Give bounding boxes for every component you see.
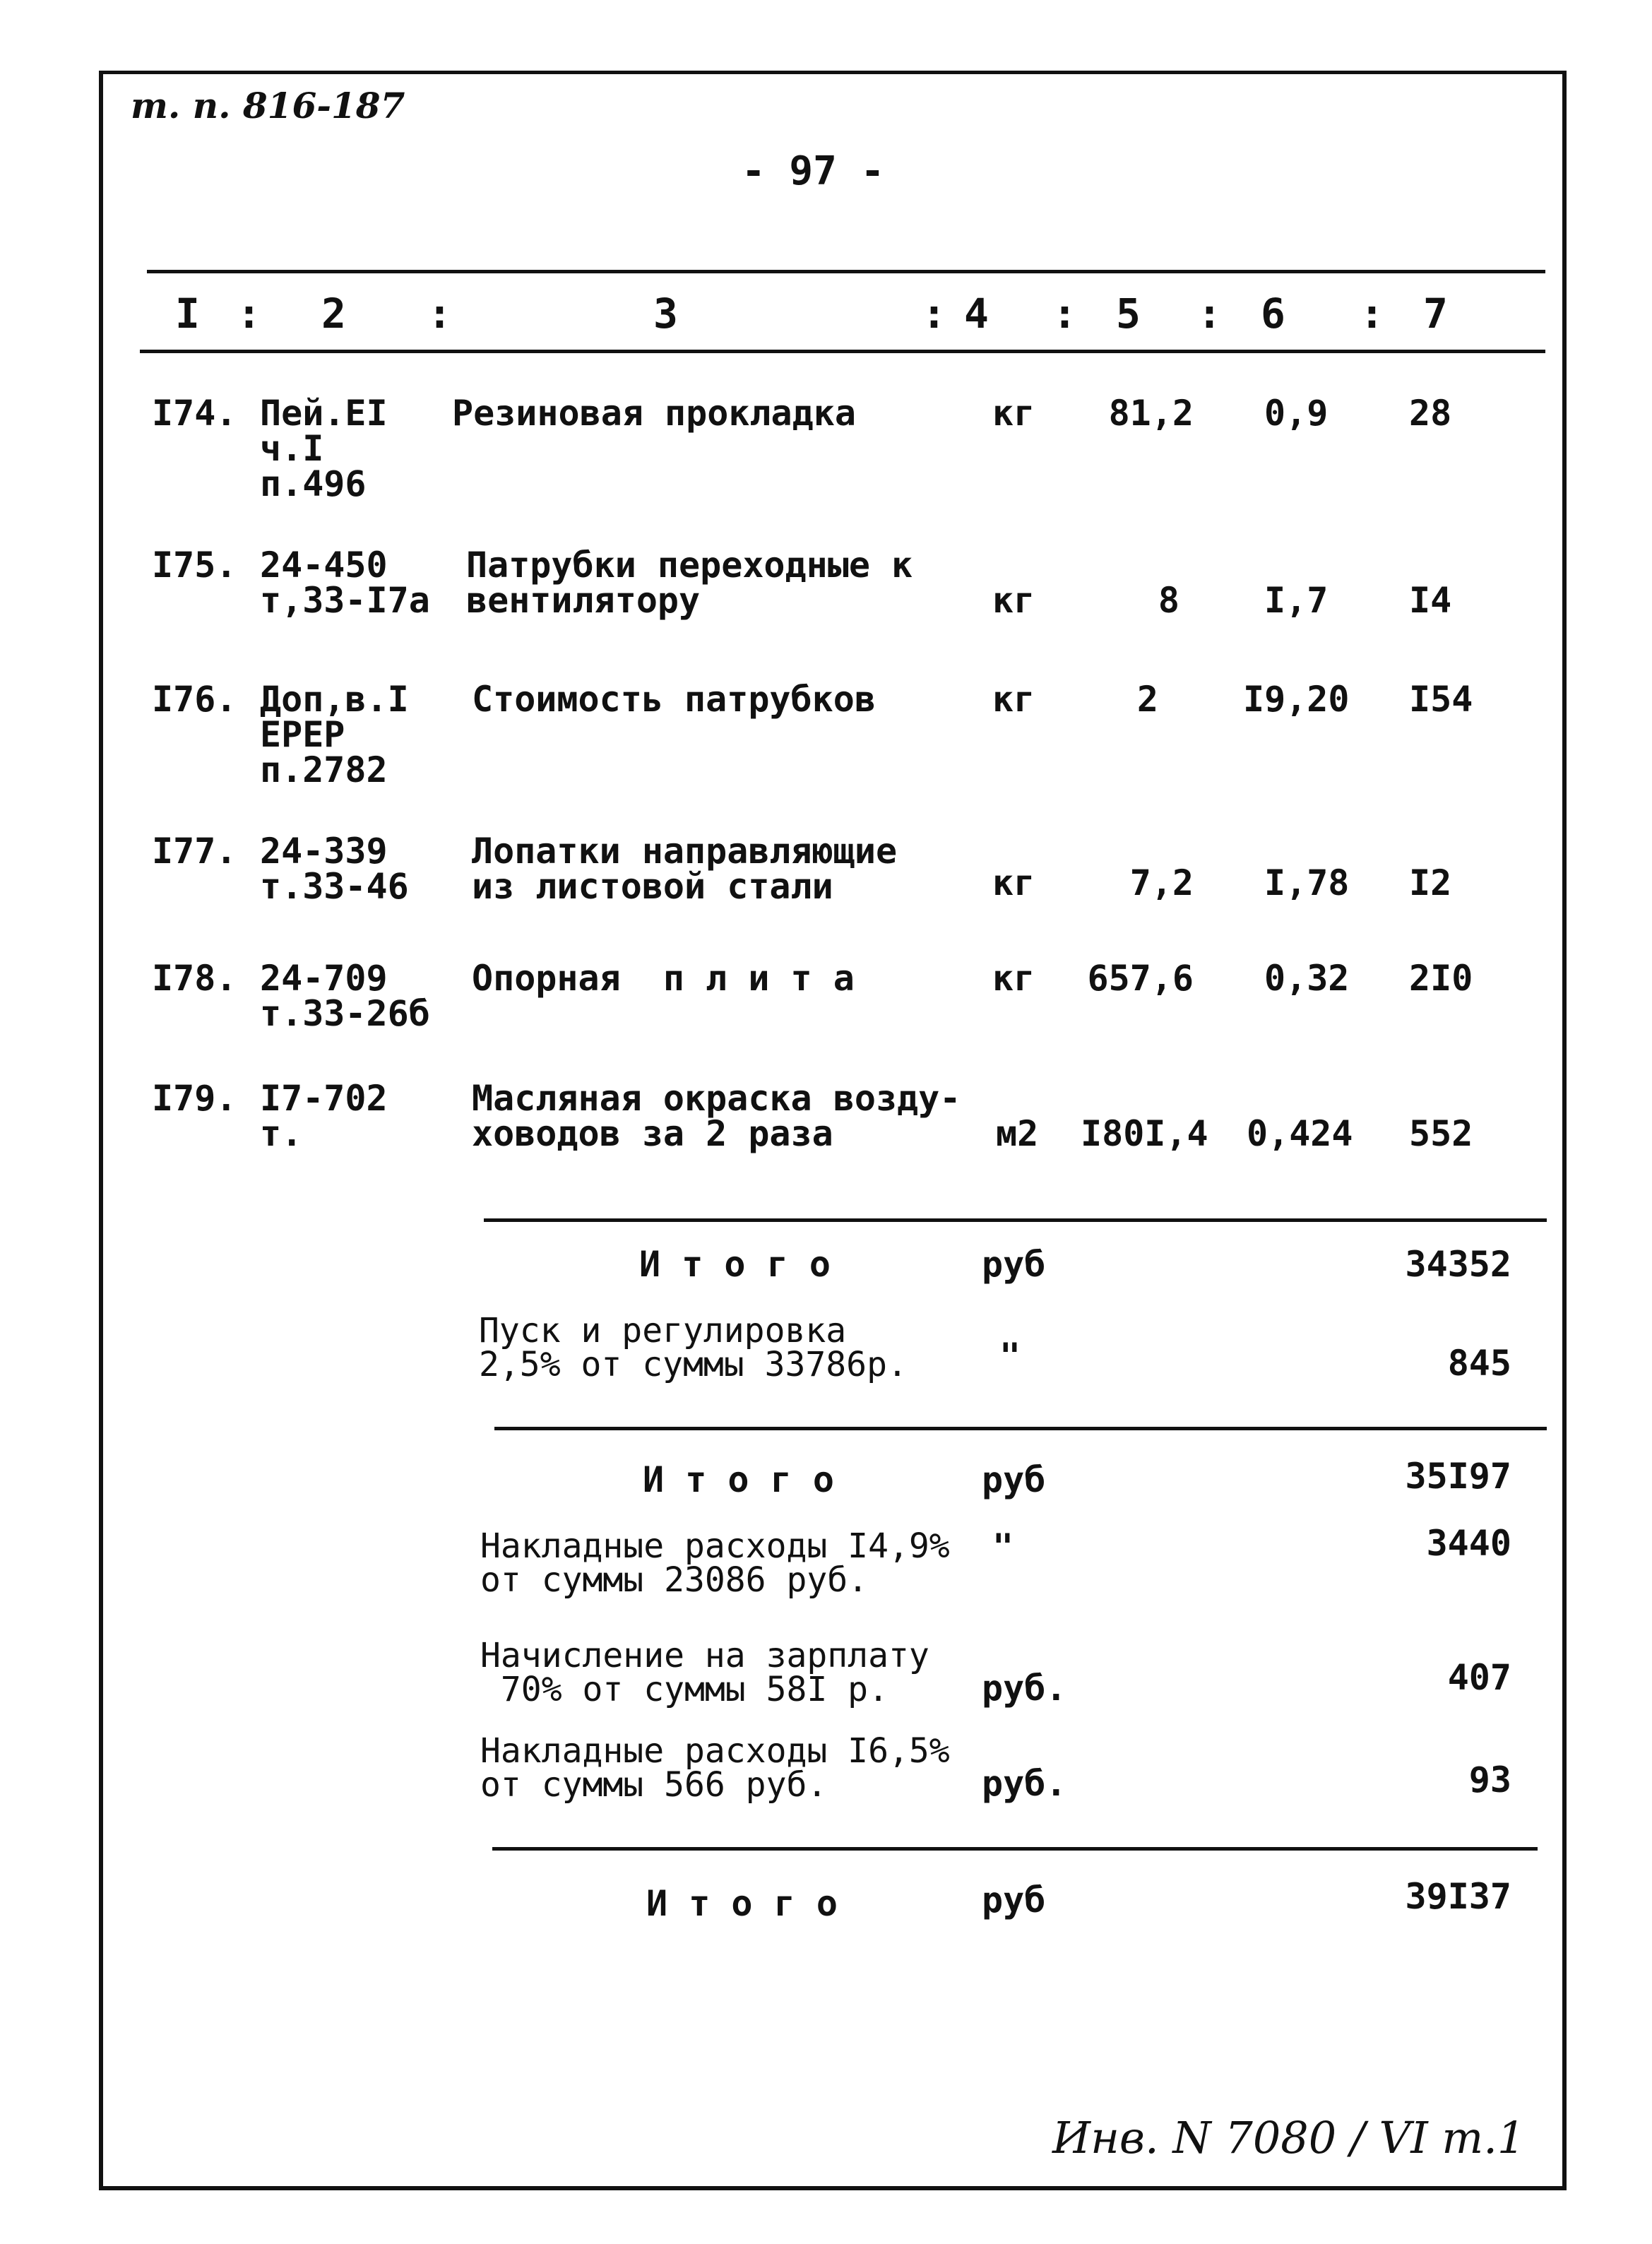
- summary-unit: руб.: [982, 1668, 1067, 1709]
- row-price: 0,32: [1264, 958, 1350, 999]
- summary-label: И т о г о: [639, 1244, 831, 1285]
- row-price: I,7: [1264, 580, 1329, 621]
- row-reference: 24-450 т,33-I7а: [260, 545, 430, 621]
- row-unit: кг: [992, 958, 1035, 999]
- row-number: I78.: [152, 958, 237, 999]
- header-sep-3: :: [922, 290, 946, 338]
- row-name: Лопатки направляющие из листовой стали: [472, 831, 898, 907]
- summary-label: Пуск и регулировка 2,5% от суммы 33786р.: [479, 1311, 908, 1384]
- header-sep-5: :: [1197, 290, 1222, 338]
- summary-label: И т о г о: [646, 1883, 838, 1924]
- row-price: I,78: [1264, 862, 1350, 903]
- summary-rule-3: [492, 1847, 1538, 1851]
- row-reference: 24-709 т.33-26б: [260, 958, 430, 1034]
- summary-unit: руб.: [982, 1763, 1067, 1804]
- row-name: Опорная п л и т а: [472, 958, 855, 999]
- row-number: I77.: [152, 831, 237, 872]
- header-col-1: I: [175, 290, 200, 338]
- corner-mark: т. п. 816-187: [131, 85, 405, 126]
- summary-rule-2: [494, 1427, 1547, 1430]
- row-name: Масляная окраска возду- ховодов за 2 раза: [472, 1078, 961, 1154]
- row-total: 552: [1409, 1113, 1473, 1154]
- row-price: 0,9: [1264, 393, 1329, 434]
- summary-total: 407: [1447, 1657, 1511, 1698]
- summary-total: 34352: [1405, 1244, 1511, 1285]
- row-name: Патрубки переходные к вентилятору: [466, 545, 913, 621]
- row-reference: Доп,в.I ЕРЕР п.2782: [260, 679, 409, 790]
- summary-total: 35I97: [1405, 1456, 1511, 1497]
- row-quantity: 8: [1158, 580, 1179, 621]
- row-number: I75.: [152, 545, 237, 586]
- row-reference: I7-702 т.: [260, 1078, 388, 1154]
- summary-label: Накладные расходы I4,9% от суммы 23086 руб.: [480, 1526, 950, 1600]
- row-total: 28: [1409, 393, 1452, 434]
- row-reference: 24-339 т.33-46: [260, 831, 409, 907]
- row-unit: кг: [992, 580, 1035, 621]
- summary-label: Накладные расходы I6,5% от суммы 566 руб.: [480, 1731, 950, 1805]
- header-col-6: 6: [1261, 290, 1285, 338]
- inventory-note: Инв. N 7080 / VI т.1: [1052, 2112, 1526, 2163]
- row-total: I2: [1409, 862, 1452, 903]
- row-price: 0,424: [1247, 1113, 1353, 1154]
- row-quantity: 657,6: [1087, 958, 1194, 999]
- row-total: 2I0: [1409, 958, 1473, 999]
- page-number: - 97 -: [742, 148, 885, 194]
- summary-unit: руб: [982, 1880, 1046, 1921]
- summary-rule-1: [484, 1218, 1547, 1222]
- row-unit: кг: [992, 679, 1035, 720]
- row-price: I9,20: [1243, 679, 1350, 720]
- header-col-5: 5: [1116, 290, 1141, 338]
- header-sep-4: :: [1052, 290, 1077, 338]
- header-col-4: 4: [964, 290, 989, 338]
- row-name: Резиновая прокладка: [452, 393, 856, 434]
- summary-total: 3440: [1426, 1523, 1511, 1564]
- summary-label: Начисление на зарплату 70% от суммы 58I р.: [480, 1636, 929, 1709]
- row-quantity: I80I,4: [1081, 1113, 1208, 1154]
- summary-unit: ": [992, 1526, 1014, 1567]
- row-reference: Пей.ЕI ч.I п.496: [260, 393, 388, 504]
- header-top-rule: [147, 270, 1545, 273]
- row-total: I4: [1409, 580, 1452, 621]
- row-number: I74.: [152, 393, 237, 434]
- row-unit: кг: [992, 393, 1035, 434]
- header-col-7: 7: [1423, 290, 1448, 338]
- row-number: I79.: [152, 1078, 237, 1119]
- summary-unit: руб: [982, 1459, 1046, 1500]
- header-col-2: 2: [321, 290, 346, 338]
- row-number: I76.: [152, 679, 237, 720]
- summary-unit: ": [999, 1336, 1021, 1377]
- row-total: I54: [1409, 679, 1473, 720]
- header-sep-6: :: [1360, 290, 1384, 338]
- summary-label: И т о г о: [643, 1459, 834, 1500]
- header-bottom-rule: [140, 350, 1545, 353]
- summary-total: 845: [1447, 1343, 1511, 1384]
- row-unit: кг: [992, 862, 1035, 903]
- summary-total: 93: [1468, 1759, 1511, 1800]
- row-quantity: 7,2: [1129, 862, 1194, 903]
- summary-total: 39I37: [1405, 1876, 1511, 1917]
- row-quantity: 2: [1136, 679, 1158, 720]
- summary-unit: руб: [982, 1244, 1046, 1285]
- row-unit: м2: [996, 1113, 1039, 1154]
- header-col-3: 3: [653, 290, 678, 338]
- row-quantity: 81,2: [1108, 393, 1194, 434]
- row-name: Стоимость патрубков: [472, 679, 876, 720]
- header-sep-1: :: [237, 290, 261, 338]
- header-sep-2: :: [427, 290, 452, 338]
